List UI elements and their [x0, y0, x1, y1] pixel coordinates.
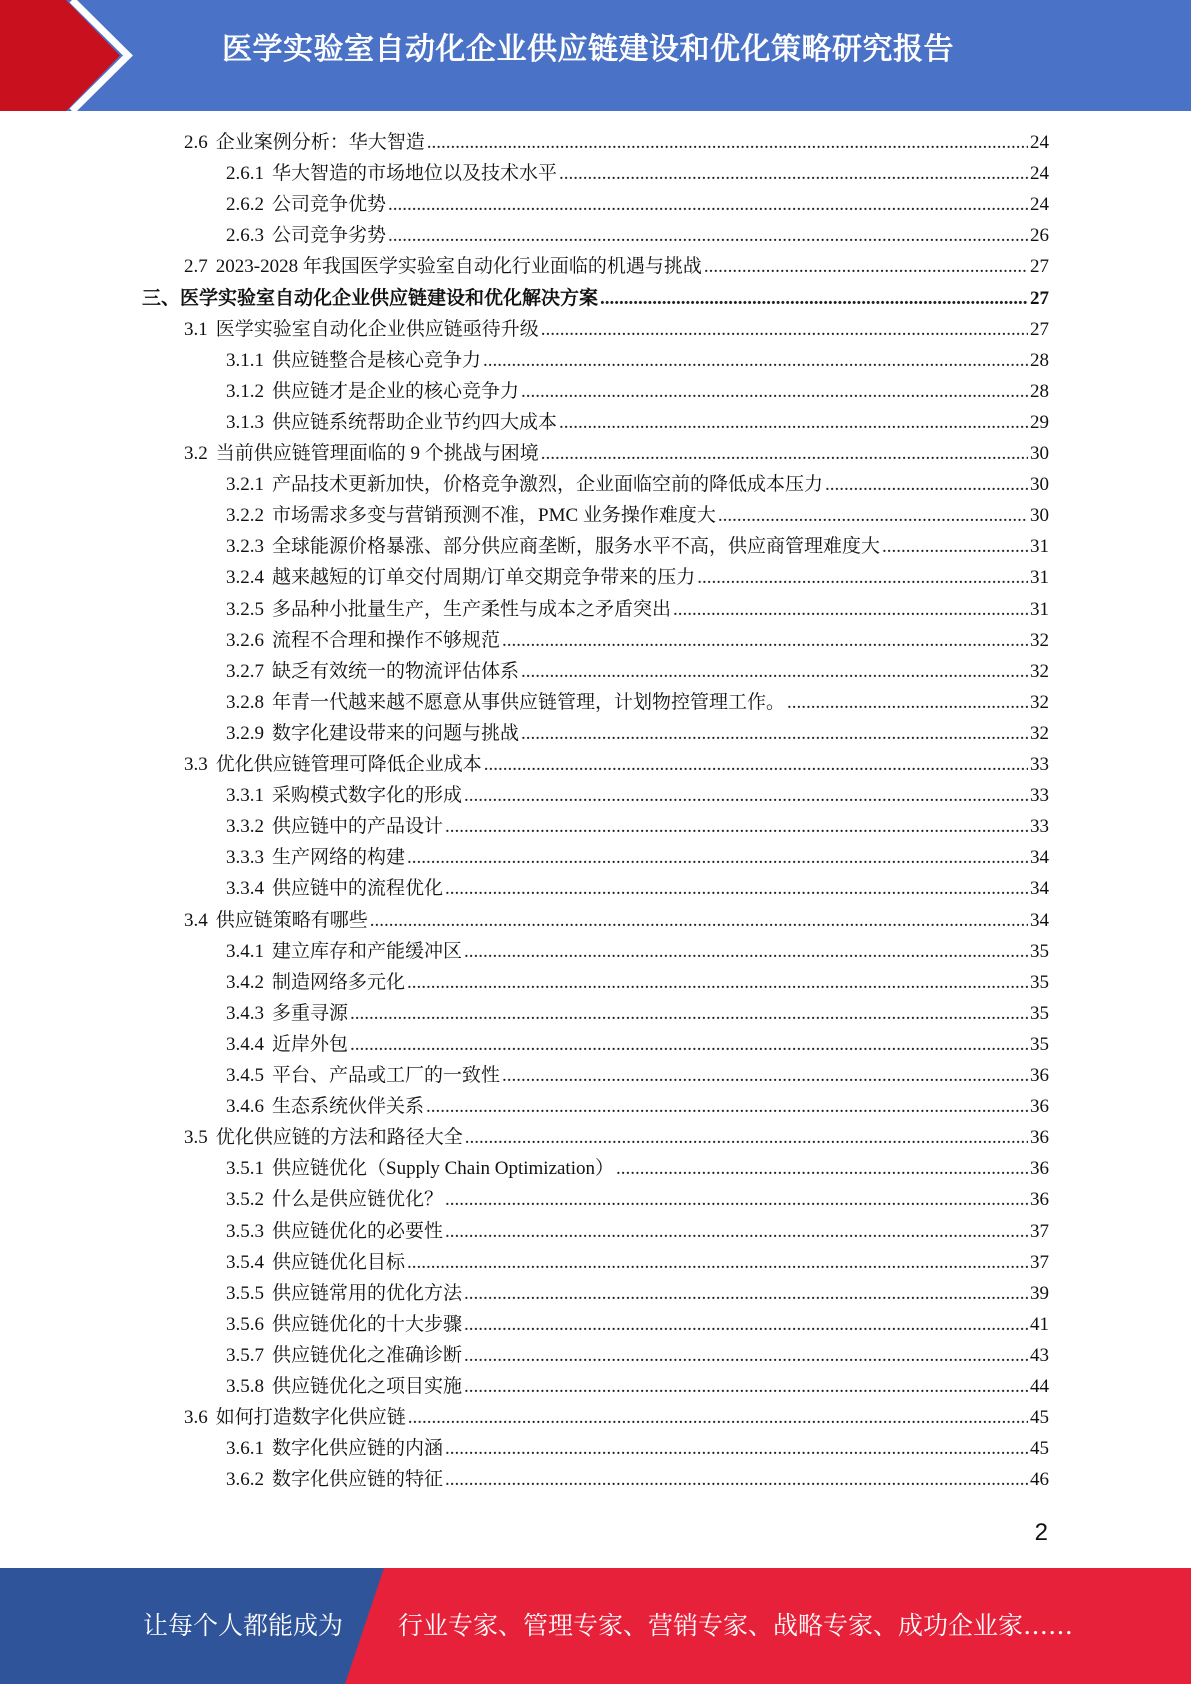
- toc-dot-leader: [407, 1247, 1028, 1278]
- toc-entry-title: 供应链优化之项目实施: [272, 1376, 463, 1397]
- toc-entry-page: 35: [1030, 971, 1049, 993]
- toc-entry-page: 27: [1030, 287, 1049, 309]
- toc-dot-leader: [521, 376, 1028, 407]
- toc-entry-number: 2.6.1: [226, 163, 264, 185]
- toc-dot-leader: [600, 283, 1028, 314]
- toc-entry-title: 医学实验室自动化企业供应链亟待升级: [215, 318, 539, 340]
- toc-dot-leader: [388, 189, 1028, 220]
- toc-dot-leader: [445, 811, 1028, 842]
- toc-entry-page: 31: [1030, 598, 1049, 620]
- toc-entry-page: 28: [1030, 349, 1049, 371]
- toc-entry-title: 数字化供应链的特征: [272, 1469, 444, 1491]
- toc-dot-leader: [718, 500, 1028, 531]
- toc-entry[interactable]: [226, 967, 1049, 998]
- toc-dot-leader: [521, 718, 1028, 749]
- toc-dot-leader: [825, 469, 1028, 500]
- toc-entry-title: 多品种小批量生产，生产柔性与成本之矛盾突出: [272, 598, 672, 620]
- toc-entry[interactable]: [226, 594, 1049, 625]
- toc-entry-number: 3.4.6: [226, 1096, 264, 1118]
- toc-entry[interactable]: [226, 220, 1049, 251]
- toc-entry[interactable]: [226, 718, 1049, 749]
- toc-entry[interactable]: [226, 998, 1049, 1029]
- toc-entry-number: 3.4.2: [226, 971, 264, 993]
- toc-entry-title: 流程不合理和操作不够规范: [272, 629, 501, 651]
- toc-entry-number: 3.5.3: [226, 1220, 264, 1242]
- toc-entry-page: 24: [1030, 194, 1049, 216]
- toc-entry-number: 3.5: [184, 1127, 208, 1149]
- toc-entry-number: 3.1.2: [226, 380, 264, 402]
- toc-entry-title: 供应链优化的十大步骤: [272, 1313, 463, 1335]
- toc-entry-number: 3.6.2: [226, 1469, 264, 1491]
- toc-entry-page: 33: [1030, 816, 1049, 838]
- toc-entry-number: 3.4: [184, 909, 208, 931]
- toc-dot-leader: [370, 905, 1028, 936]
- toc-entry-title: 生产网络的构建: [272, 847, 406, 869]
- toc-entry-title: 供应链优化目标: [272, 1251, 406, 1273]
- toc-entry-title: 供应链整合是核心竞争力: [272, 349, 482, 371]
- toc-entry-title: 市场需求多变与营销预测不准，PMC 业务操作难度大: [272, 505, 716, 527]
- toc-dot-leader: [704, 251, 1028, 282]
- toc-entry-page: 31: [1030, 567, 1049, 589]
- toc-dot-leader: [445, 1464, 1028, 1495]
- toc-entry-number: 2.6.3: [226, 225, 264, 247]
- toc-entry[interactable]: [184, 905, 1049, 936]
- toc-entry-number: 2.6: [184, 132, 208, 153]
- toc-dot-leader: [541, 438, 1028, 469]
- toc-dot-leader: [673, 594, 1028, 625]
- toc-entry[interactable]: [226, 562, 1049, 593]
- toc-entry[interactable]: [226, 780, 1049, 811]
- toc-entry[interactable]: [226, 1464, 1049, 1495]
- toc-dot-leader: [502, 625, 1028, 656]
- toc-entry-title: 华大智造的市场地位以及技术水平: [272, 163, 558, 185]
- toc-entry[interactable]: [226, 469, 1049, 500]
- toc-entry[interactable]: [184, 314, 1049, 345]
- toc-dot-leader: [559, 407, 1028, 438]
- toc-entry-number: 3.4.4: [226, 1033, 264, 1055]
- toc-entry-title: 当前供应链管理面临的 9 个挑战与困境: [215, 443, 539, 464]
- toc-dot-leader: [388, 220, 1028, 251]
- toc-entry-number: 3.2.6: [226, 629, 264, 651]
- toc-entry[interactable]: [226, 842, 1049, 873]
- toc-entry-title: 多重寻源: [272, 1002, 349, 1024]
- toc-entry-title: 公司竞争优势: [272, 194, 387, 216]
- toc-dot-leader: [464, 1340, 1028, 1371]
- toc-entry[interactable]: [226, 1433, 1049, 1464]
- toc-entry[interactable]: [226, 656, 1049, 687]
- toc-entry[interactable]: [226, 625, 1049, 656]
- toc-dot-leader: [697, 562, 1028, 593]
- toc-entry-page: 36: [1030, 1096, 1049, 1118]
- toc-entry[interactable]: [226, 1184, 1049, 1215]
- toc-entry-number: 3.2.4: [226, 567, 264, 589]
- toc-entry-title: 生态系统伙伴关系: [272, 1096, 425, 1118]
- toc-entry-number: 3.4.1: [226, 940, 264, 962]
- toc-entry-number: 3.3: [184, 754, 208, 775]
- report-footer: [0, 1568, 1191, 1684]
- toc-entry-title: 2023-2028 年我国医学实验室自动化行业面临的机遇与挑战: [215, 256, 702, 278]
- toc-dot-leader: [464, 1278, 1028, 1309]
- toc-entry-number: 3.2.2: [226, 505, 264, 527]
- toc-dot-leader: [502, 1060, 1028, 1091]
- toc-entry[interactable]: [226, 376, 1049, 407]
- toc-entry[interactable]: [226, 407, 1049, 438]
- toc-entry-title: 数字化供应链的内涵: [272, 1438, 444, 1460]
- toc-entry-number: 3.6.1: [226, 1438, 264, 1460]
- chevron-icon: [0, 0, 170, 111]
- toc-entry-number: 3.2.9: [226, 722, 264, 744]
- toc-dot-leader: [882, 531, 1028, 562]
- toc-entry[interactable]: [226, 1340, 1049, 1371]
- toc-entry[interactable]: [142, 283, 1049, 314]
- toc-entry-page: 34: [1030, 878, 1049, 900]
- toc-entry-page: 37: [1030, 1220, 1049, 1242]
- toc-entry-page: 35: [1030, 1033, 1049, 1055]
- toc-entry[interactable]: [184, 1122, 1049, 1153]
- toc-entry-title: 供应链策略有哪些: [215, 909, 368, 931]
- toc-entry-number: 2.6.2: [226, 194, 264, 216]
- toc-entry-page: 32: [1030, 722, 1049, 744]
- toc-entry-title: 供应链常用的优化方法: [272, 1282, 463, 1304]
- toc-dot-leader: [427, 127, 1028, 158]
- toc-dot-leader: [445, 1216, 1028, 1247]
- toc-entry-title: 供应链中的产品设计: [272, 816, 444, 838]
- report-header: [0, 0, 1191, 111]
- toc-entry-title: 优化供应链的方法和路径大全: [215, 1127, 463, 1149]
- toc-entry-page: 36: [1030, 1158, 1049, 1180]
- toc-entry-title: 企业案例分析：华大智造: [215, 132, 425, 153]
- toc-entry-title: 数字化建设带来的问题与挑战: [272, 722, 520, 744]
- toc-entry-title: 什么是供应链优化？: [272, 1189, 444, 1211]
- page-number: 2: [1034, 1519, 1048, 1546]
- toc-entry-number: 2.7: [184, 256, 208, 278]
- toc-entry-number: 3.5.8: [226, 1376, 264, 1397]
- toc-entry[interactable]: [184, 251, 1049, 282]
- toc-dot-leader: [408, 1402, 1028, 1433]
- toc-entry-number: 3.2.3: [226, 536, 264, 558]
- toc-entry-page: 43: [1030, 1344, 1049, 1366]
- toc-entry[interactable]: [226, 189, 1049, 220]
- toc-entry[interactable]: [226, 1247, 1049, 1278]
- toc-dot-leader: [521, 656, 1028, 687]
- toc-entry-title: 供应链优化之准确诊断: [272, 1344, 463, 1366]
- toc-entry-number: 3.5.1: [226, 1158, 264, 1180]
- toc-entry-title: 平台、产品或工厂的一致性: [272, 1065, 501, 1086]
- toc-entry-title: 近岸外包: [272, 1033, 349, 1055]
- toc-entry-number: 3.5.2: [226, 1189, 264, 1211]
- toc-entry[interactable]: [226, 1216, 1049, 1247]
- toc-entry-title: 供应链优化的必要性: [272, 1220, 444, 1242]
- toc-entry-page: 24: [1030, 163, 1049, 185]
- toc-entry-title: 越来越短的订单交付周期/订单交期竞争带来的压力: [272, 567, 696, 589]
- toc-entry-title: 医学实验室自动化企业供应链建设和优化解决方案: [180, 287, 599, 309]
- toc-entry-title: 采购模式数字化的形成: [272, 785, 463, 807]
- toc-entry-page: 34: [1030, 909, 1049, 931]
- toc-dot-leader: [559, 158, 1028, 189]
- toc-entry-number: 3.3.2: [226, 816, 264, 838]
- toc-entry-page: 31: [1030, 536, 1049, 558]
- toc-entry-page: 36: [1030, 1127, 1049, 1149]
- toc-entry-title: 公司竞争劣势: [272, 225, 387, 247]
- toc-entry-page: 37: [1030, 1251, 1049, 1273]
- toc-entry[interactable]: [226, 811, 1049, 842]
- toc-entry-number: 3.2: [184, 443, 208, 464]
- toc-entry-title: 年青一代越来越不愿意从事供应链管理，计划物控管理工作。: [272, 691, 786, 713]
- toc-entry-title: 缺乏有效统一的物流评估体系: [272, 660, 520, 682]
- toc-dot-leader: [464, 1309, 1028, 1340]
- toc-entry[interactable]: [226, 1309, 1049, 1340]
- toc-entry-number: 3.3.4: [226, 878, 264, 900]
- toc-entry-number: 3.3.3: [226, 847, 264, 869]
- toc-entry-page: 27: [1030, 256, 1049, 278]
- toc-entry-number: 三、: [142, 287, 181, 309]
- toc-entry-page: 39: [1030, 1282, 1049, 1304]
- toc-entry-number: 3.1.1: [226, 349, 264, 371]
- toc-entry-page: 46: [1030, 1469, 1049, 1491]
- toc-entry-page: 44: [1030, 1376, 1049, 1397]
- toc-dot-leader: [445, 1433, 1028, 1464]
- toc-entry-page: 32: [1030, 691, 1049, 713]
- toc-entry[interactable]: [226, 1371, 1049, 1402]
- toc-entry-title: 产品技术更新加快，价格竞争激烈，企业面临空前的降低成本压力: [272, 474, 824, 496]
- toc-entry-page: 36: [1030, 1065, 1049, 1086]
- toc-entry-number: 3.1.3: [226, 411, 264, 433]
- toc-entry[interactable]: [226, 687, 1049, 718]
- toc-dot-leader: [464, 936, 1028, 967]
- toc-entry[interactable]: [226, 158, 1049, 189]
- toc-entry-number: 3.4.5: [226, 1065, 264, 1086]
- toc-entry-page: 33: [1030, 785, 1049, 807]
- toc-entry[interactable]: [226, 531, 1049, 562]
- toc-entry-title: 供应链优化（Supply Chain Optimization）: [272, 1158, 614, 1180]
- toc-entry-page: 30: [1030, 505, 1049, 527]
- toc-entry[interactable]: [184, 749, 1049, 780]
- toc-dot-leader: [465, 1122, 1028, 1153]
- toc-dot-leader: [484, 749, 1028, 780]
- toc-entry-title: 优化供应链管理可降低企业成本: [215, 754, 482, 775]
- toc-entry[interactable]: [226, 936, 1049, 967]
- toc-entry-number: 3.4.3: [226, 1002, 264, 1024]
- toc-entry-title: 建立库存和产能缓冲区: [272, 940, 463, 962]
- toc-dot-leader: [350, 1029, 1028, 1060]
- toc-entry[interactable]: [226, 1153, 1049, 1184]
- toc-entry-number: 3.2.5: [226, 598, 264, 620]
- toc-dot-leader: [464, 780, 1028, 811]
- toc-entry-page: 45: [1030, 1438, 1049, 1460]
- toc-entry-number: 3.5.7: [226, 1344, 264, 1366]
- toc-entry-page: 35: [1030, 940, 1049, 962]
- toc-entry-title: 供应链系统帮助企业节约四大成本: [272, 411, 558, 433]
- toc-dot-leader: [426, 1091, 1028, 1122]
- toc-entry-page: 33: [1030, 754, 1049, 775]
- toc-dot-leader: [787, 687, 1028, 718]
- toc-entry-page: 27: [1030, 318, 1049, 340]
- toc-entry-title: 如何打造数字化供应链: [215, 1407, 406, 1429]
- toc-entry-number: 3.5.5: [226, 1282, 264, 1304]
- toc-dot-leader: [483, 345, 1028, 376]
- toc-dot-leader: [407, 967, 1028, 998]
- toc-entry-number: 3.6: [184, 1407, 208, 1429]
- toc-entry-page: 34: [1030, 847, 1049, 869]
- toc-entry-page: 26: [1030, 225, 1049, 247]
- toc-dot-leader: [616, 1153, 1028, 1184]
- toc-entry-page: 24: [1030, 132, 1049, 153]
- footer-slogan-right: 行业专家、管理专家、营销专家、战略专家、成功企业家……: [398, 1611, 1074, 1640]
- toc-entry-page: 29: [1030, 411, 1049, 433]
- toc-entry-page: 36: [1030, 1189, 1049, 1211]
- toc-entry[interactable]: [226, 873, 1049, 904]
- toc-entry[interactable]: [184, 438, 1049, 469]
- toc-entry-page: 35: [1030, 1002, 1049, 1024]
- toc-entry-page: 41: [1030, 1313, 1049, 1335]
- toc-entry-number: 3.2.7: [226, 660, 264, 682]
- toc-entry[interactable]: [226, 345, 1049, 376]
- toc-dot-leader: [407, 842, 1028, 873]
- toc-entry-title: 供应链才是企业的核心竞争力: [272, 380, 520, 402]
- toc-entry-page: 32: [1030, 629, 1049, 651]
- toc-entry[interactable]: [184, 127, 1049, 158]
- toc-entry[interactable]: [226, 1091, 1049, 1122]
- report-title: 医学实验室自动化企业供应链建设和优化策略研究报告: [222, 32, 954, 67]
- toc-entry[interactable]: [226, 500, 1049, 531]
- toc-entry-page: 30: [1030, 443, 1049, 464]
- toc-entry-page: 28: [1030, 380, 1049, 402]
- toc-entry[interactable]: [226, 1029, 1049, 1060]
- toc-entry-title: 制造网络多元化: [272, 971, 406, 993]
- toc-dot-leader: [464, 1371, 1028, 1402]
- toc-entry-number: 3.3.1: [226, 785, 264, 807]
- toc-entry-number: 3.1: [184, 318, 208, 340]
- toc-entry-number: 3.2.8: [226, 691, 264, 713]
- toc-entry[interactable]: [226, 1060, 1049, 1091]
- toc-entry-page: 45: [1030, 1407, 1049, 1429]
- toc-dot-leader: [541, 314, 1028, 345]
- toc-entry-page: 32: [1030, 660, 1049, 682]
- toc-entry-title: 供应链中的流程优化: [272, 878, 444, 900]
- toc-dot-leader: [445, 1184, 1028, 1215]
- toc-entry-number: 3.2.1: [226, 474, 264, 496]
- toc-entry[interactable]: [226, 1278, 1049, 1309]
- toc-entry-title: 全球能源价格暴涨、部分供应商垄断，服务水平不高，供应商管理难度大: [272, 536, 881, 558]
- toc-entry[interactable]: [184, 1402, 1049, 1433]
- toc-entry-page: 30: [1030, 474, 1049, 496]
- toc-dot-leader: [350, 998, 1028, 1029]
- footer-slogan-left: 让每个人都能成为: [143, 1611, 344, 1640]
- toc-dot-leader: [445, 873, 1028, 904]
- toc-entry-number: 3.5.4: [226, 1251, 264, 1273]
- toc-entry-number: 3.5.6: [226, 1313, 264, 1335]
